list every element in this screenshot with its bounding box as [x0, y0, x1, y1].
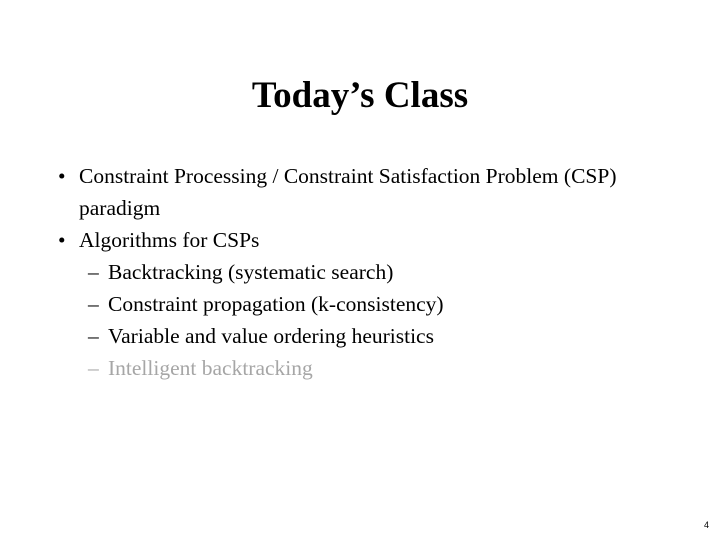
sub-bullet-item [58, 320, 678, 352]
bullet-marker: • [58, 164, 66, 188]
sub-bullet-item-faded [58, 352, 678, 384]
sub-bullet-text: Backtracking (systematic search) [108, 260, 394, 284]
dash-marker: – [88, 324, 99, 348]
sub-bullet-text: Variable and value ordering heuristics [108, 324, 434, 348]
dash-marker: – [88, 356, 99, 380]
sub-bullet-text: Constraint propagation (k-consistency) [108, 292, 444, 316]
bullet-text: Constraint Processing / Constraint Satisfaction Problem (CSP) paradigm [79, 164, 617, 220]
sub-bullet-item [58, 256, 678, 288]
bullet-item [58, 224, 678, 256]
dash-marker: – [88, 260, 99, 284]
sub-bullet-text: Intelligent backtracking [108, 356, 313, 380]
bullet-marker: • [58, 228, 66, 252]
slide-title: Today’s Class [251, 75, 469, 116]
bullet-list [58, 160, 678, 384]
sub-bullet-item [58, 288, 678, 320]
slide-number: 4 [703, 520, 709, 530]
bullet-item [58, 160, 678, 224]
bullet-text: Algorithms for CSPs [79, 228, 260, 252]
dash-marker: – [88, 292, 99, 316]
